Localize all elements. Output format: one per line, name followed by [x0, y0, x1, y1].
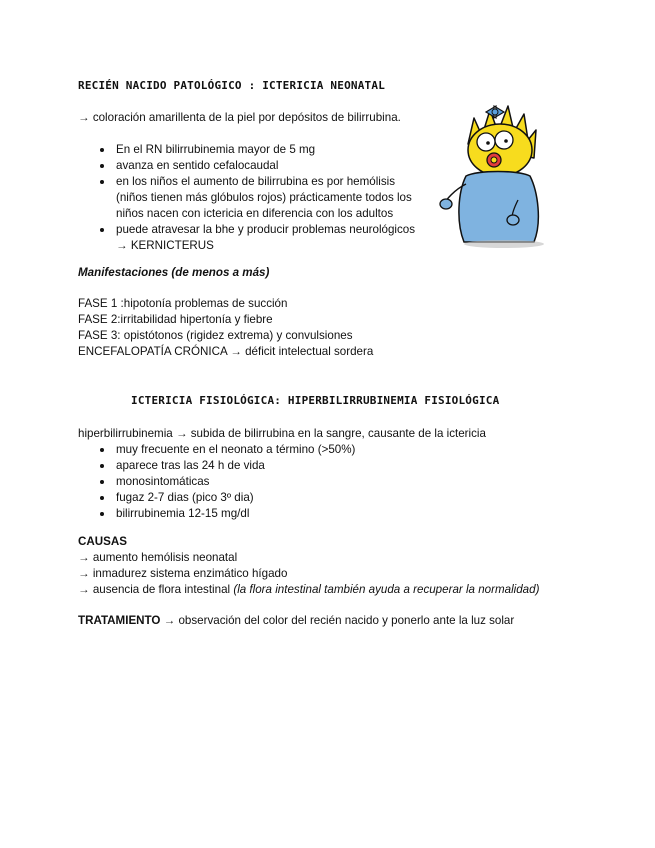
- causa-line: → ausencia de flora intestinal (la flora intestinal también ayuda a recuperar la normalidad): [78, 583, 540, 596]
- section2-intro: hiperbilirrubinemia → subida de bilirrubina en la sangre, causante de la ictericia: [78, 427, 486, 440]
- causa-note: (la flora intestinal también ayuda a recuperar la normalidad): [233, 583, 540, 596]
- baby-character-icon: [438, 92, 558, 252]
- causa-line: → inmadurez sistema enzimático hígado: [78, 567, 288, 580]
- section2-title: ICTERICIA FISIOLÓGICA: HIPERBILIRRUBINEMIA FISIOLÓGICA: [131, 394, 500, 407]
- section1-bullet-list: [98, 142, 415, 254]
- tratamiento-text: → observación del color del recién nacido y ponerlo ante la luz solar: [160, 614, 515, 627]
- list-item: fugaz 2-7 dias (pico 3º dia): [98, 490, 355, 506]
- causa-line: → aumento hemólisis neonatal: [78, 551, 238, 564]
- phase-line: FASE 1 :hipotonía problemas de succión: [78, 297, 288, 310]
- tratamiento-label: TRATAMIENTO: [78, 614, 161, 627]
- section2-bullet-list: [98, 442, 355, 522]
- list-item-continuation: → KERNICTERUS: [116, 239, 214, 252]
- section1-title: RECIÉN NACIDO PATOLÓGICO : ICTERICIA NEONATAL: [78, 79, 386, 92]
- baby-illustration: [438, 92, 558, 252]
- phase-line: FASE 3: opistótonos (rigidez extrema) y convulsiones: [78, 329, 353, 342]
- causas-heading: CAUSAS: [78, 535, 127, 548]
- list-item-continuation: niños nacen con ictericia en diferencia con los adultos: [116, 207, 394, 220]
- list-item: bilirrubinemia 12-15 mg/dl: [98, 506, 355, 522]
- list-item: muy frecuente en el neonato a término (>50%): [98, 442, 355, 458]
- list-item: en los niños el aumento de bilirrubina es por hemólisis (niños tienen más glóbulos rojos) prácticamente todos los niños nacen con ictericia en diferencia con los adultos: [98, 174, 415, 222]
- list-item: puede atravesar la bhe y producir problemas neurológicos → KERNICTERUS: [98, 222, 415, 254]
- list-item: monosintomáticas: [98, 474, 355, 490]
- list-item: En el RN bilirrubinemia mayor de 5 mg: [98, 142, 415, 158]
- manifestations-heading: Manifestaciones (de menos a más): [78, 266, 270, 279]
- section1-intro: → coloración amarillenta de la piel por depósitos de bilirrubina.: [78, 111, 401, 124]
- list-item: aparece tras las 24 h de vida: [98, 458, 355, 474]
- tratamiento-line: [78, 613, 514, 629]
- list-item-continuation: (niños tienen más glóbulos rojos) prácticamente todos los: [116, 191, 412, 204]
- phase-line: FASE 2:irritabilidad hipertonía y fiebre: [78, 313, 273, 326]
- phase-line: ENCEFALOPATÍA CRÓNICA → déficit intelectual sordera: [78, 345, 374, 358]
- list-item: avanza en sentido cefalocaudal: [98, 158, 415, 174]
